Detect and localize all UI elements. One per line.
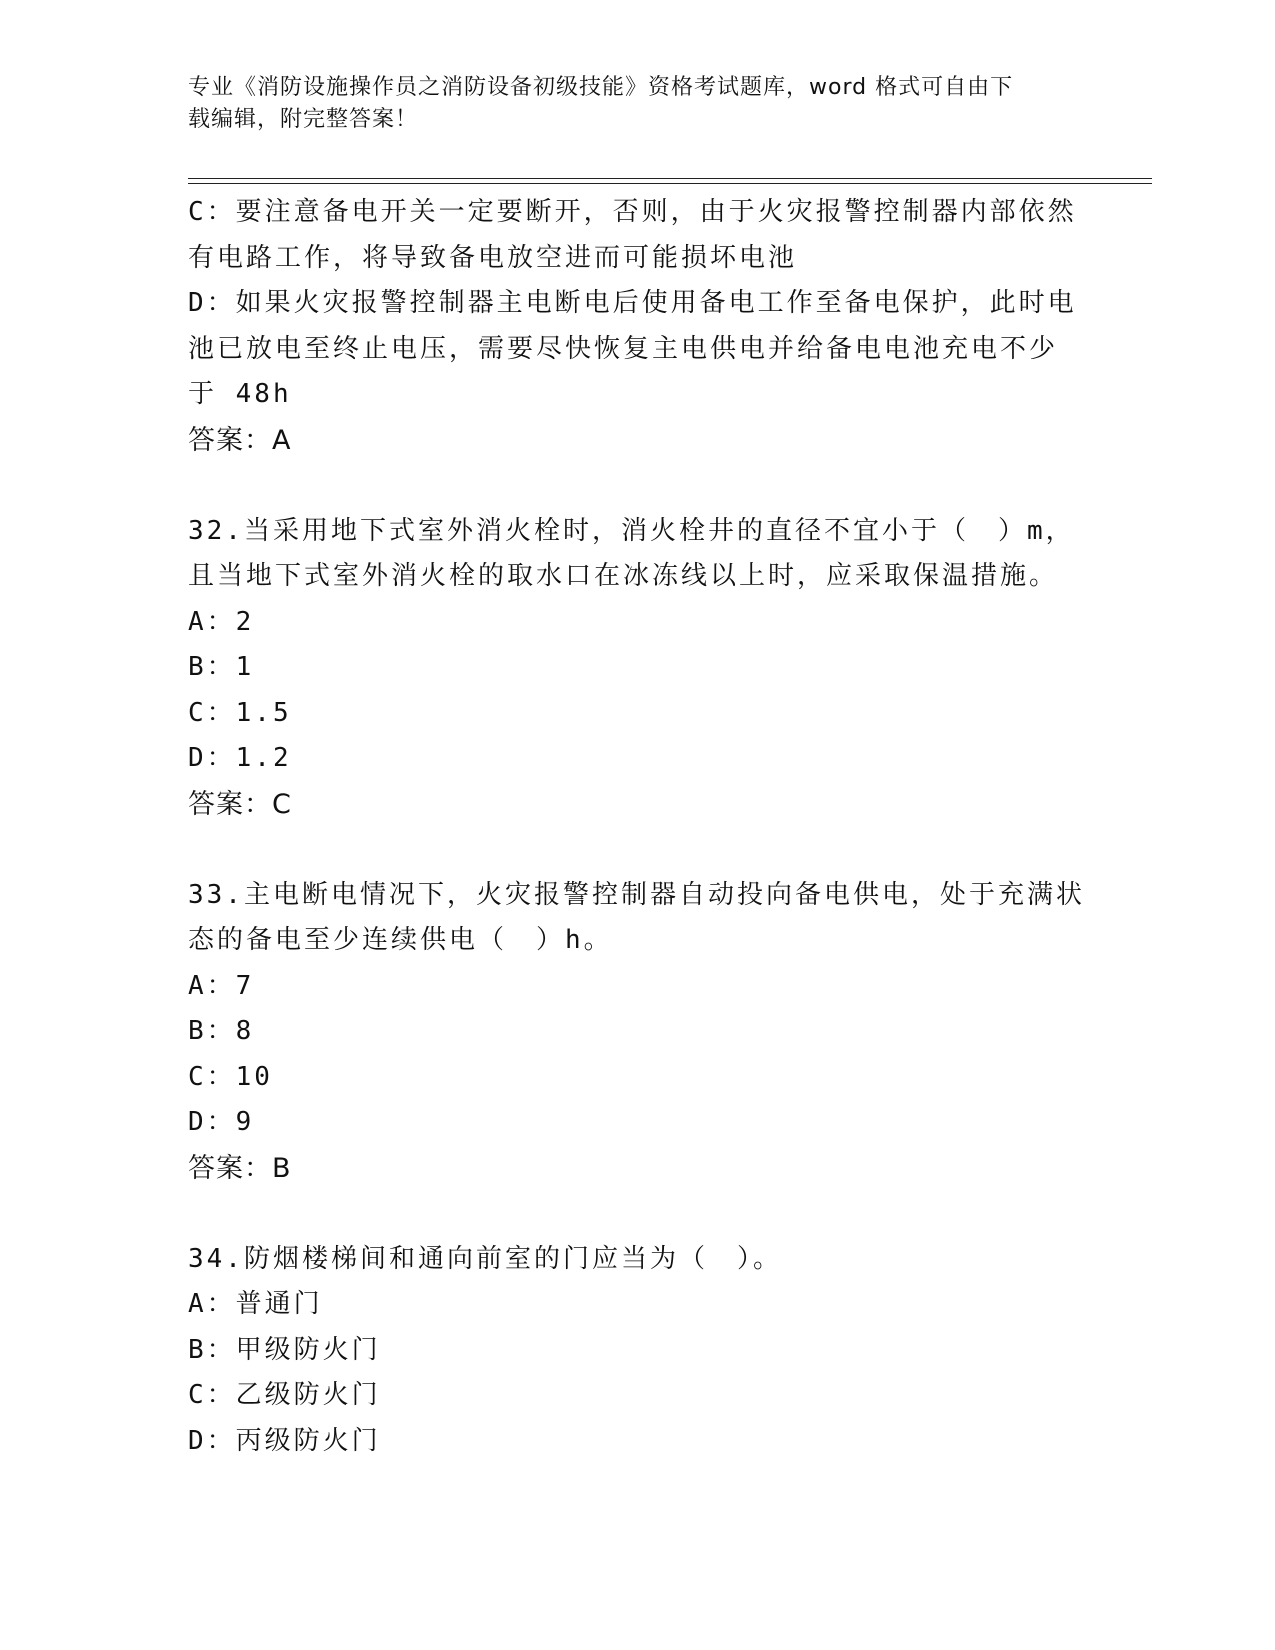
- header-line-2: 载编辑，附完整答案！: [188, 107, 419, 132]
- option-c: C：1.5: [188, 697, 292, 728]
- question-stem-continued: 态的备电至少连续供电（ ）h。: [188, 925, 613, 955]
- question-stem-continued: 且当地下式室外消火栓的取水口在冰冻线以上时，应采取保温措施。: [188, 561, 1059, 591]
- question-34: [188, 1237, 1088, 1465]
- question-31-continued: [188, 190, 1088, 463]
- question-32: [188, 509, 1088, 828]
- option-d: D：丙级防火门: [188, 1425, 381, 1456]
- header-rule-bottom: [188, 183, 1152, 184]
- spacer: [188, 463, 1088, 509]
- spacer: [188, 1191, 1088, 1237]
- option-d: D：如果火灾报警控制器主电断电后使用备电工作至备电保护，此时电: [188, 288, 1077, 318]
- answer-label: 答案：A: [188, 424, 292, 456]
- header-line-1: 专业《消防设施操作员之消防设备初级技能》资格考试题库，word 格式可自由下: [188, 75, 1014, 100]
- option-b: B：1: [188, 652, 255, 682]
- option-a: A：7: [188, 970, 255, 1001]
- option-c: C：要注意备电开关一定要断开，否则，由于火灾报警控制器内部依然: [188, 197, 1077, 227]
- option-b: B：8: [188, 1016, 255, 1046]
- option-c: C：10: [188, 1061, 273, 1092]
- question-stem: 33.主电断电情况下，火灾报警控制器自动投向备电供电，处于充满状: [188, 879, 1085, 910]
- answer-label: 答案：C: [188, 788, 292, 820]
- option-d: D：9: [188, 1107, 255, 1137]
- header-rule-top: [188, 178, 1152, 179]
- question-stem: 34.防烟楼梯间和通向前室的门应当为（ ）。: [188, 1243, 782, 1274]
- option-a: A：2: [188, 606, 255, 637]
- option-d: D：1.2: [188, 743, 292, 773]
- question-content: [188, 190, 1088, 1464]
- question-stem: 32.当采用地下式室外消火栓时，消火栓井的直径不宜小于（ ）m，: [188, 515, 1075, 546]
- option-a: A：普通门: [188, 1289, 323, 1319]
- answer-label: 答案：B: [188, 1152, 292, 1184]
- option-c-continued: 有电路工作，将导致备电放空进而可能损坏电池: [188, 242, 798, 273]
- option-d-continued: 池已放电至终止电压，需要尽快恢复主电供电并给备电电池充电不少: [188, 333, 1059, 364]
- spacer: [188, 827, 1088, 873]
- option-c: C：乙级防火门: [188, 1380, 381, 1410]
- question-33: [188, 873, 1088, 1192]
- option-b: B：甲级防火门: [188, 1334, 381, 1365]
- option-d-continued: 于 48h: [188, 379, 292, 409]
- page-header: [188, 72, 1088, 136]
